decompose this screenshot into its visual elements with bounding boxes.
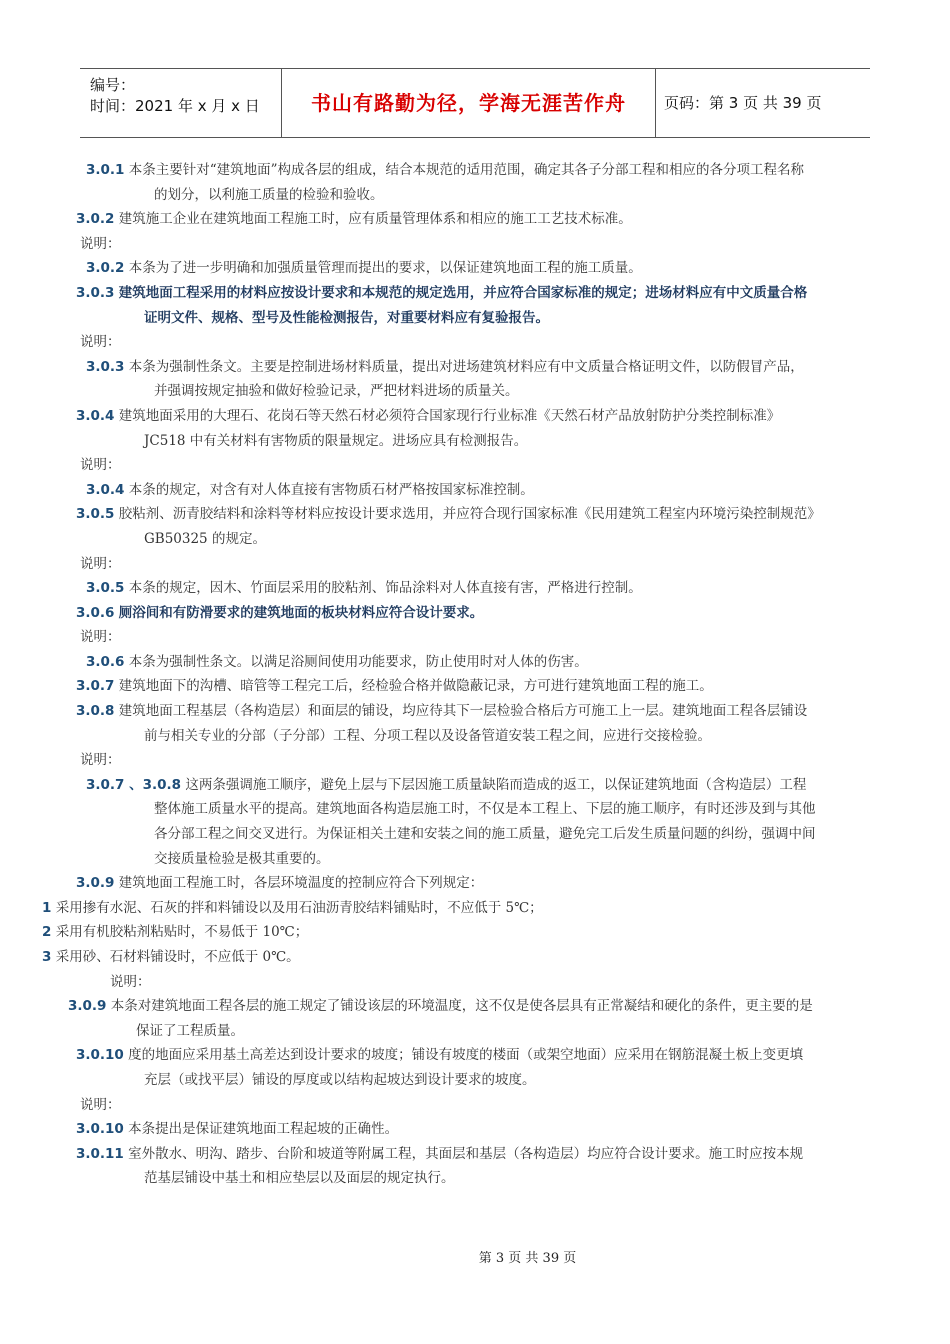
clause-text: 本条对建筑地面工程各层的施工规定了铺设该层的环境温度，这不仅是使各层具有正常凝结和硬化的条件，更主要的是保证了工程质量。 [110,998,813,1039]
clause-text: 建筑地面工程基层（各构造层）和面层的铺设，均应待其下一层检验合格后方可施工上一层。建筑地面工程各层铺设前与相关专业的分部（子分部）工程、分项工程以及设备管道安装工程之间，应进行交接检验。 [118,703,808,744]
note-label: 说明： [80,1096,121,1113]
clause-text: 采用有机胶粘剂粘贴时，不易低于 10℃； [55,924,309,941]
clause-text: 采用砂、石材料铺设时，不应低于 0℃。 [55,949,300,965]
clause-number: 3.0.6 [86,653,125,670]
clause-paragraph [76,699,816,748]
clause-paragraph [42,896,816,921]
clause-number: 3.0.7 [76,678,115,695]
clause-number: 3.0.10 [76,1047,124,1064]
clause-paragraph [76,158,816,207]
header-page-label: 页码：第 3 页 共 39 页 [664,94,822,112]
clause-paragraph [42,945,816,970]
clause-paragraph [76,207,816,232]
doc-date-label: 时间：2021 年 x 月 x 日 [90,97,260,115]
note-label: 说明： [80,457,121,474]
document-body [42,158,816,1191]
clause-text: 度的地面应采用基土高差达到设计要求的坡度；铺设有坡度的楼面（或架空地面）应采用在钢筋混凝土板上变更填充层（或找平层）铺设的厚度或以结构起坡达到设计要求的坡度。 [128,1047,804,1088]
clause-paragraph [76,650,816,675]
clause-number: 3.0.7 、3.0.8 [86,776,182,793]
clause-number: 2 [42,924,52,941]
clause-text: 本条为强制性条文。以满足浴厕间使用功能要求，防止使用时对人体的伤害。 [128,653,588,670]
clause-paragraph [76,281,816,330]
clause-paragraph [68,994,816,1043]
clause-number: 3.0.5 [76,506,115,523]
clause-number: 3.0.4 [86,481,125,498]
clause-number: 3.0.1 [86,162,125,178]
note-label: 说明： [110,973,151,990]
clause-number: 3.0.2 [76,211,115,228]
doc-code-label: 编号： [90,76,136,94]
clause-text: 本条提出是保证建筑地面工程起坡的正确性。 [128,1121,399,1138]
clause-number: 1 [42,899,52,916]
clause-paragraph [76,576,816,601]
clause-number: 3.0.8 [76,703,115,720]
clause-paragraph [76,478,816,503]
clause-text: 室外散水、明沟、踏步、台阶和坡道等附属工程，其面层和基层（各构造层）均应符合设计要求。施工时应按本规范基层铺设中基土和相应垫层以及面层的规定执行。 [128,1145,804,1187]
clause-text: 建筑地面采用的大理石、花岗石等天然石材必须符合国家现行行业标准《天然石材产品放射防护分类控制标准》JC518 中有关材料有害物质的限量规定。进场应具有检测报告。 [118,407,781,449]
clause-text: 本条为了进一步明确和加强质量管理而提出的要求，以保证建筑地面工程的施工质量。 [128,260,642,277]
clause-text: 本条主要针对“建筑地面”构成各层的组成，结合本规范的适用范围，确定其各子分部工程和相应的各分项工程名称的划分，以利施工质量的检验和验收。 [128,162,805,203]
clause-text: 采用掺有水泥、石灰的拌和料铺设以及用石油沥青胶结料铺贴时，不应低于 5℃； [55,899,543,916]
clause-number: 3.0.9 [68,998,107,1015]
clause-text: 这两条强调施工顺序，避免上层与下层因施工质量缺陷而造成的返工，以保证建筑地面（含构造层）工程整体施工质量水平的提高。建筑地面各构造层施工时，不仅是本工程上、下层的施工顺序，有时还涉及到与其他各分部工程之间交叉进行。为保证相关土建和安装之间的施工质量，避免完工后发生质量问题的纠纷，强调中间交接质量检验是极其重要的。 [154,776,816,867]
clause-text: 本条的规定，对含有对人体直接有害物质石材严格按国家标准控制。 [128,481,534,498]
clause-text: 本条为强制性条文。主要是控制进场材料质量，提出对进场建筑材料应有中文质量合格证明文件，以防假冒产品，并强调按规定抽验和做好检验记录，严把材料进场的质量关。 [128,358,804,400]
clause-number: 3.0.5 [86,580,125,597]
clause-number: 3.0.2 [86,260,125,277]
clause-text: 建筑地面工程采用的材料应按设计要求和本规范的规定选用，并应符合国家标准的规定；进场材料应有中文质量合格证明文件、规格、型号及性能检测报告，对重要材料应有复验报告。 [118,284,808,326]
clause-number: 3 [42,949,52,965]
clause-paragraph [76,871,816,896]
footer-page-number: 第 3 页 共 39 页 [478,1251,577,1266]
header-divider [655,69,656,137]
clause-paragraph [76,674,816,699]
header-left [90,75,282,117]
clause-paragraph [76,1117,816,1142]
clause-paragraph [76,256,816,281]
clause-text: 厕浴间和有防滑要求的建筑地面的板块材料应符合设计要求。 [118,604,484,621]
clause-paragraph [76,1043,816,1092]
clause-paragraph [76,773,816,871]
clause-text: 本条的规定，因木、竹面层采用的胶粘剂、饰品涂料对人体直接有害，严格进行控制。 [128,580,642,597]
clause-number: 3.0.3 [86,358,125,375]
clause-number: 3.0.4 [76,407,115,424]
note-label: 说明： [80,629,121,646]
clause-number: 3.0.10 [76,1121,124,1138]
header-motto: 书山有路勤为径，学海无涯苦作舟 [311,91,626,115]
page-footer [0,1247,950,1266]
clause-text: 建筑施工企业在建筑地面工程施工时，应有质量管理体系和相应的施工工艺技术标准。 [118,211,632,228]
clause-number: 3.0.6 [76,604,115,621]
note-label: 说明： [80,334,121,351]
clause-paragraph [76,601,816,626]
clause-text: 建筑地面下的沟槽、暗管等工程完工后，经检验合格并做隐蔽记录，方可进行建筑地面工程的施工。 [118,678,713,695]
clause-paragraph [42,920,816,945]
clause-paragraph [76,404,816,453]
clause-number: 3.0.3 [76,284,115,301]
clause-paragraph [76,1142,816,1191]
clause-paragraph [76,355,816,404]
page-header [80,68,870,138]
clause-number: 3.0.9 [76,875,115,892]
note-label: 说明： [80,752,121,769]
clause-text: 胶粘剂、沥青胶结料和涂料等材料应按设计要求选用，并应符合现行国家标准《民用建筑工程室内环境污染控制规范》GB50325 的规定。 [118,506,814,547]
clause-text: 建筑地面工程施工时，各层环境温度的控制应符合下列规定： [118,875,484,892]
clause-paragraph [76,502,816,551]
clause-number: 3.0.11 [76,1145,124,1162]
note-label: 说明： [80,555,121,572]
note-label: 说明： [80,235,121,252]
